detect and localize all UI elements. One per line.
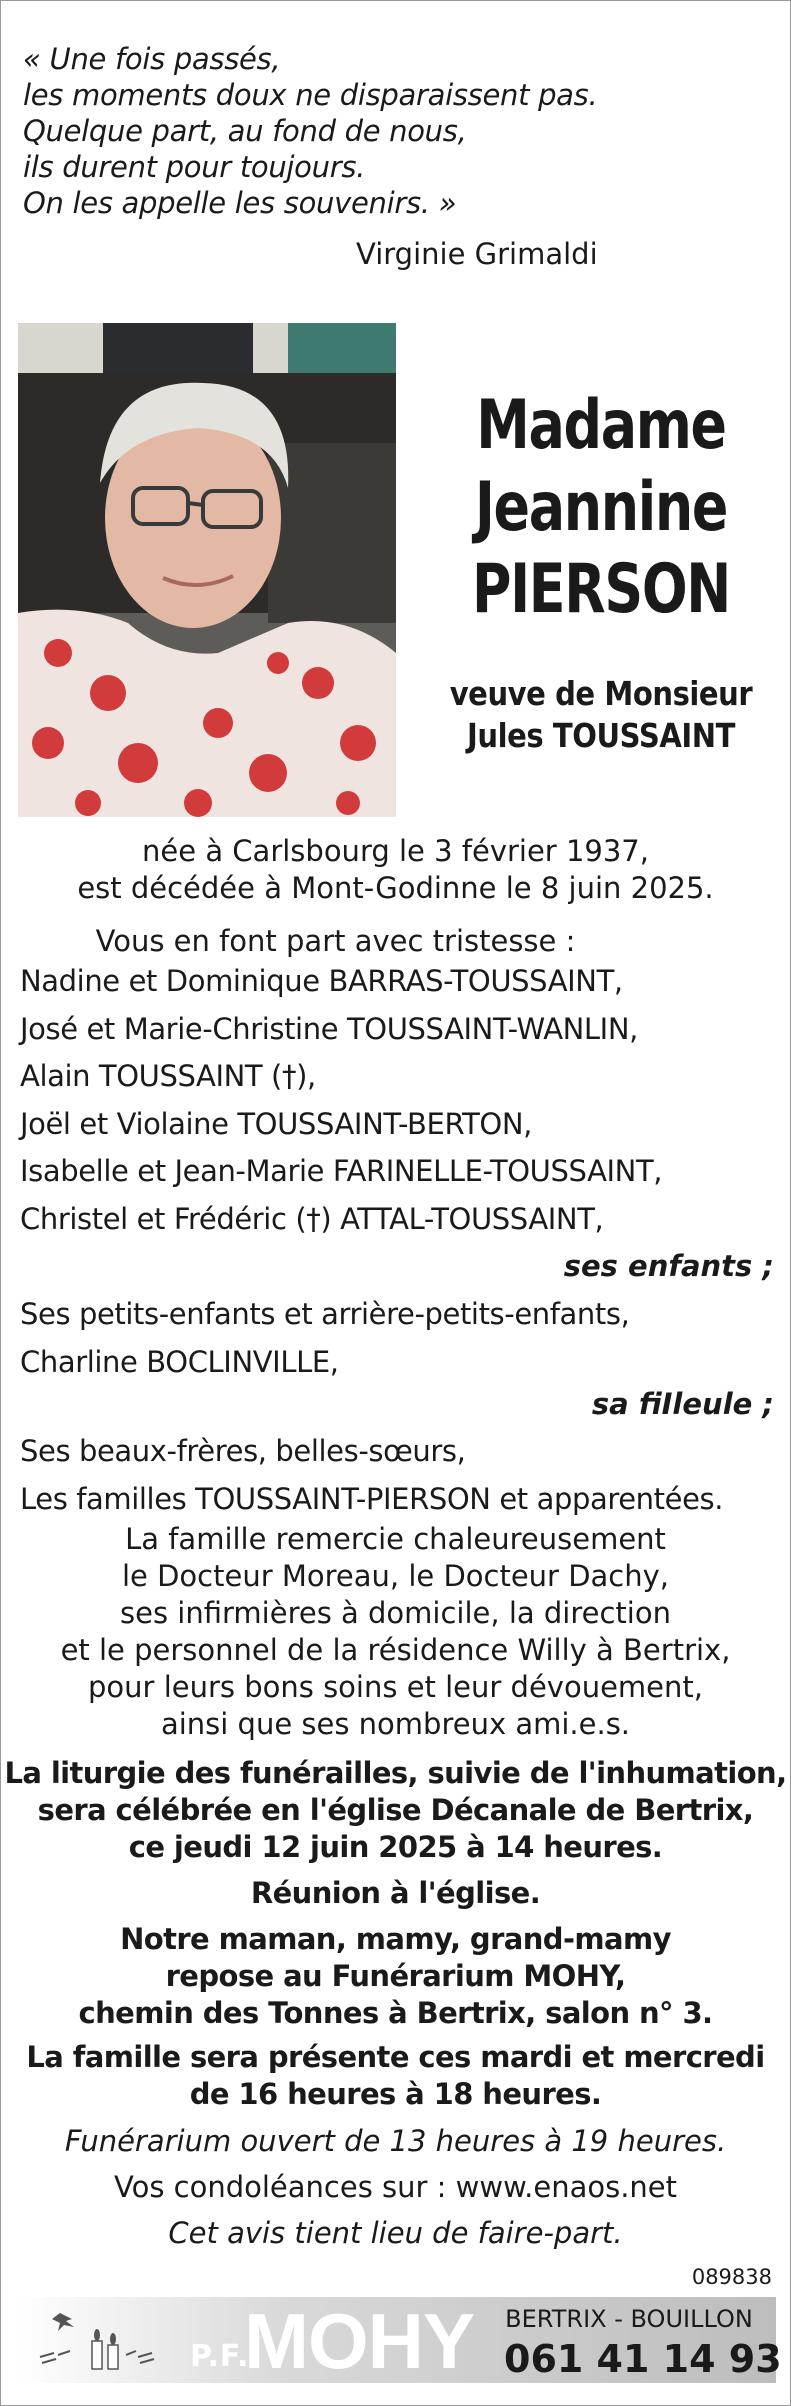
quote-line: les moments doux ne disparaissent pas. [23, 78, 598, 112]
condolences-line: Vos condoléances sur : www.enaos.net [113, 2170, 678, 2204]
list-item: Alain TOUSSAINT (†), [20, 1059, 316, 1093]
footer-phone: 061 41 14 93 [504, 2337, 782, 2381]
widow-line: Jules TOUSSAINT [467, 716, 735, 755]
quote-line: Quelque part, au fond de nous, [23, 114, 467, 148]
goddaughter-role: sa fiIleule ; [591, 1387, 774, 1421]
funeral-home-footer [18, 2297, 782, 2385]
footer-cities: BERTRIX - BOUILLON [505, 2305, 753, 2333]
deceased-title: Madame [476, 386, 726, 465]
list-item: Les familles TOUSSAINT-PIERSON et apparentées. [20, 1481, 724, 1516]
others-list [20, 1428, 723, 1523]
deceased-last-name: PIERSON [471, 550, 731, 629]
deceased-name [443, 385, 760, 631]
footer-brand: MOHY [244, 2297, 474, 2385]
portrait-photo [18, 323, 396, 817]
list-item: Isabelle et Jean-Marie FARINELLE-TOUSSAINT, [20, 1154, 663, 1188]
list-item: Ses petits-enfants et arrière-petits-enfants, [20, 1297, 630, 1331]
children-role: ses enfants ; [563, 1249, 774, 1283]
quote-author: Virginie Grimaldi [356, 237, 598, 271]
list-item: José et Marie-Christine TOUSSAINT-WANLIN, [20, 1011, 638, 1046]
quote-line: ils durent pour toujours. [23, 150, 366, 184]
widow-line: veuve de Monsieur [449, 674, 753, 713]
funeral-block: La liturgie des funérailles, suivie de l'inhumation, sera célébrée en l'église Décanale de Bertrix, ce jeudi 12 juin 2025 à 14 heures. [4, 1756, 787, 1864]
widow-of [443, 673, 760, 757]
opening-hours: Funérarium ouvert de 13 heures à 19 heures. [64, 2124, 727, 2158]
children-list [20, 958, 662, 1243]
notice-line: Cet avis tient lieu de faire-part. [168, 2216, 623, 2250]
death-line: est décédée à Mont-Godinne le 8 juin 2025. [77, 871, 714, 905]
list-item: Christel et Frédéric (†) ATTAL-TOUSSAINT, [20, 1201, 604, 1236]
list-item: Ses beaux-frères, belles-sœurs, [20, 1434, 466, 1468]
dates [1, 833, 790, 907]
quote-line: « Une fois passés, [23, 42, 281, 76]
reference-number: 089838 [691, 2265, 772, 2289]
list-item: Nadine et Dominique BARRAS-TOUSSAINT, [20, 964, 623, 998]
deceased-first-name: Jeannine [474, 468, 728, 547]
birth-line: née à Carlsbourg le 3 février 1937, [142, 834, 649, 868]
list-item: Charline BOCLINVILLE, [20, 1344, 339, 1379]
footer-pf: P.F. [190, 2339, 250, 2374]
list-item: Joël et Violaine TOUSSAINT-BERTON, [20, 1106, 532, 1141]
rest-block: Notre maman, mamy, grand-mamy repose au Funérarium MOHY, chemin des Tonnes à Bertrix, salon n° 3. [78, 1922, 713, 2030]
announcement-intro: Vous en font part avec tristesse : [95, 924, 576, 958]
thanks-block: La famille remercie chaleureusement le Docteur Moreau, le Docteur Dachy, ses infirmières à domicile, la direction et le personnel de la résidence Willy à Bertrix, pour leurs bons soins et leur dévouement, ainsi que ses nombreux ami.e.s. [60, 1522, 731, 1741]
grandchildren-list [20, 1291, 629, 1386]
presence-block: La famille sera présente ces mardi et mercredi de 16 heures à 18 heures. [26, 2040, 765, 2111]
meeting-line: Réunion à l'église. [250, 1876, 541, 1910]
quote [23, 41, 597, 221]
dove-candle-logo [30, 2305, 190, 2377]
quote-line: On les appelle les souvenirs. » [23, 186, 457, 220]
